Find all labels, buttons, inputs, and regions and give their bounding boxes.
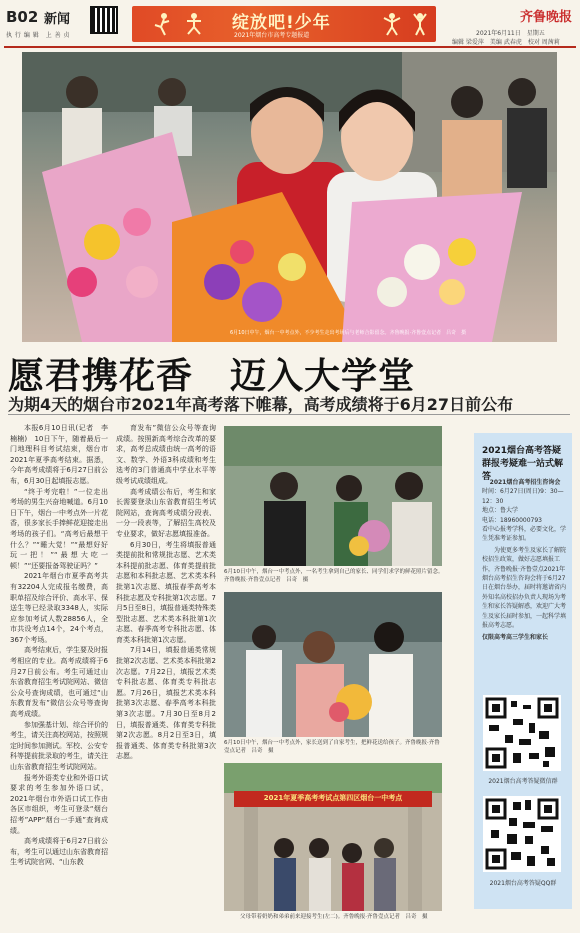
article-paragraph: 参加强基计划、综合评价的考生，请关注高校网站，按照规定时间参加测试。军校、公安专科等提前批录取的考生，请关注山东省教育招生考试院网站。 bbox=[10, 720, 108, 771]
headline-rule bbox=[8, 414, 570, 415]
main-photo-caption: 6月10日中午，烟台一中考点外，不少考生走出考场后与老师合影留念。齐鲁晚报·齐鲁壹点记者 吕奇 摄 bbox=[230, 330, 467, 336]
executive-editor: 执 行 编 辑 上 善 贞 bbox=[6, 32, 71, 39]
article-paragraph: 育发布”微信公众号等查询成绩。按照新高考综合改革的要求，高考总成绩由统一高考的语文、数学、外语3科成绩和考生选考的3门普通高中学业水平等级考试成绩组成。 bbox=[116, 424, 216, 485]
jumper-silhouette-icon bbox=[184, 12, 204, 36]
qq-group-qr-code-icon[interactable] bbox=[483, 796, 561, 872]
wechat-group-qr-code-icon[interactable] bbox=[483, 695, 561, 771]
section-name: 新闻 bbox=[44, 12, 71, 27]
photo-family-gate bbox=[224, 763, 442, 911]
issue-date: 2021年6月11日 星期五 bbox=[476, 30, 545, 37]
header-rule bbox=[4, 46, 576, 48]
main-photo bbox=[22, 52, 557, 342]
cheer-silhouette-icon bbox=[410, 12, 430, 36]
article-paragraph: 高考成绩将于6月27日前公布，考生可以通过山东省教育招生考试院官网、“山东教 bbox=[10, 837, 108, 867]
page-header bbox=[0, 0, 580, 46]
article-paragraph: 6月30日，考生将填报普通类提前批和常规批志愿、艺术类本科提前批志愿、体育类提前批志愿和本科批志愿、艺术类本科批第1次志愿、填报春季高考本科批志愿及专科批第1次志愿。7月5日至8日，填报普通类特殊类型批志愿、艺术类本科批第1次志愿、春季高考专科批志愿、体育类本科批第1次志愿。 bbox=[116, 540, 216, 644]
article-paragraph: 报考外语类专业和外语口试要求的考生参加外语口试，2021年烟台市外语口试工作由各区市组织，考生可登录“烟台招考”APP“烟台一手通”查询成绩。 bbox=[10, 773, 108, 835]
event-description: 为使更多考生及家长了解院校招生政策，做好志愿填报工作，齐鲁晚报·齐鲁壹点2021年烟台高考招生咨询会将于6月27日在烟台举办，届时将邀请省内外知名高校招办负责人现场为考生和家长答疑解惑，欢迎广大考生及家长届时参加，一起科学填报高考志愿。 bbox=[482, 546, 567, 630]
article-paragraph: 高考结束后，学生要及时报考相应的专业。高考成绩将于6月27日前公布。考生可通过山东省教育招生考试院网站、微信公众号查询成绩，也可通过“山东教育发布”微信公众号等查询高考成绩。 bbox=[10, 646, 108, 719]
graduates-with-flowers-illustration bbox=[22, 52, 557, 342]
photo-3-caption: 6月10日中午，烟台一中考点外，家长送到了自家考生，把鲜花送给孩子。齐鲁晚报·齐鲁壹点记者 吕奇 摄 bbox=[224, 740, 440, 754]
article-column-2 bbox=[116, 423, 216, 913]
banner-slogan: 绽放吧!少年 bbox=[232, 13, 331, 33]
headline: 愿君携花香 迈入大学堂 bbox=[8, 356, 416, 397]
article-paragraph: 7月14日，填报普通类常规批第2次志愿、艺术类本科批第2次志愿。7月22日，填报艺术类专科批志愿、体育类专科批志愿。7月26日，填报艺术类本科批第3次志愿、春季高考本科批第3次志愿。7月30日至8月2日，填报普通类、体育类专科批第2次志愿。8月2日至3日，填报普通类、体育类专科批第3次志愿。 bbox=[116, 646, 216, 761]
wechat-qr-caption: 2021烟台高考答疑微信群 bbox=[488, 778, 558, 785]
parent-gives-flowers-illustration bbox=[224, 592, 442, 737]
banner-subtitle: 2021年烟台市高考专题报道 bbox=[234, 32, 310, 39]
article-paragraph: 高考成绩公布后，考生和家长需要登录山东省教育招生考试院网站，查询高考成绩分段表、一分一段表等，了解招生高校及专业要求，做好志愿填报准备。 bbox=[116, 487, 216, 538]
sidebox-body bbox=[482, 478, 568, 642]
editors-credit: 编辑 梁爱萍 美编 武春虎 校对 周茜莉 bbox=[452, 39, 560, 46]
newspaper-logo: 齐鲁晚报 bbox=[520, 10, 573, 25]
qq-qr-caption: 2021烟台高考答疑QQ群 bbox=[489, 880, 557, 887]
gate-banner-text: 2021年夏季高考考试点第四区烟台一中考点 bbox=[263, 794, 403, 802]
photo-student-bouquet bbox=[224, 426, 442, 566]
article-paragraph: 2021年烟台市夏季高考共有32204人完成报名缴费，高职单招及综合评价、高水平、保送生等已经录取3348人，实际应参加考试人数28856人，全市共设考点14个，24个考点，367个考场。 bbox=[10, 572, 108, 644]
join-note: 仅限高考高三学生和家长 bbox=[482, 633, 549, 641]
dancer-silhouette-icon bbox=[382, 12, 402, 36]
topic-banner bbox=[132, 6, 436, 42]
article-paragraph: “终于考完啦！”一位走出考场的男生兴奋地喊道。6月10日下午，烟台一中考点外一片花香，很多家长手捧鲜花迎接走出考场的孩子们。“高考后最想干什么？”“睡大觉！”“最想好好玩一把！”“最想大吃一顿！”“还要报备驾驶证吗？” bbox=[10, 487, 108, 570]
photo-2-caption: 6月10日中午，烟台一中考点外，一名考生拿到自己的家长、同学们求学的鲜花照片留念。齐鲁晚报·齐鲁壹点记者 吕奇 摄 bbox=[224, 569, 444, 583]
event-detail: 看中心报考学科，必要文化，学生凭准考证参加。 bbox=[482, 526, 567, 543]
event-detail: 时间：6月27日(周日)9：30—12：30 bbox=[482, 488, 564, 505]
event-title: 2021烟台高考招生咨询会 bbox=[489, 479, 561, 486]
photo-4-caption: 父母带着奶奶和弟弟前来迎接考生(左二)。齐鲁晚报·齐鲁壹点记者 吕奇 摄 bbox=[240, 914, 428, 920]
page-number: B02 bbox=[6, 8, 39, 26]
runner-silhouette-icon bbox=[152, 12, 172, 36]
sidebox-title: 2021烟台高考答疑群报考疑难一站式解答 bbox=[482, 446, 564, 482]
event-detail: 电话：18960000793 bbox=[482, 516, 542, 524]
photo-parent-flowers bbox=[224, 592, 442, 737]
article-paragraph: 本报6月10日讯(记者 李楠楠) 10日下午，随着最后一门地理科目考试结束，烟台市2021年夏季高考结束。据悉，今年高考成绩将于6月27日前公布，6月30日起填报志愿。 bbox=[10, 424, 108, 485]
student-crowd-illustration bbox=[224, 426, 442, 566]
school-gate-family-illustration bbox=[224, 763, 442, 911]
subheadline: 为期4天的烟台市2021年高考落下帷幕，高考成绩将于6月27日前公布 bbox=[8, 395, 514, 414]
article-column-1 bbox=[10, 423, 108, 913]
header-qr-code-icon bbox=[90, 6, 118, 34]
event-detail: 地点：鲁大学 bbox=[482, 507, 519, 515]
